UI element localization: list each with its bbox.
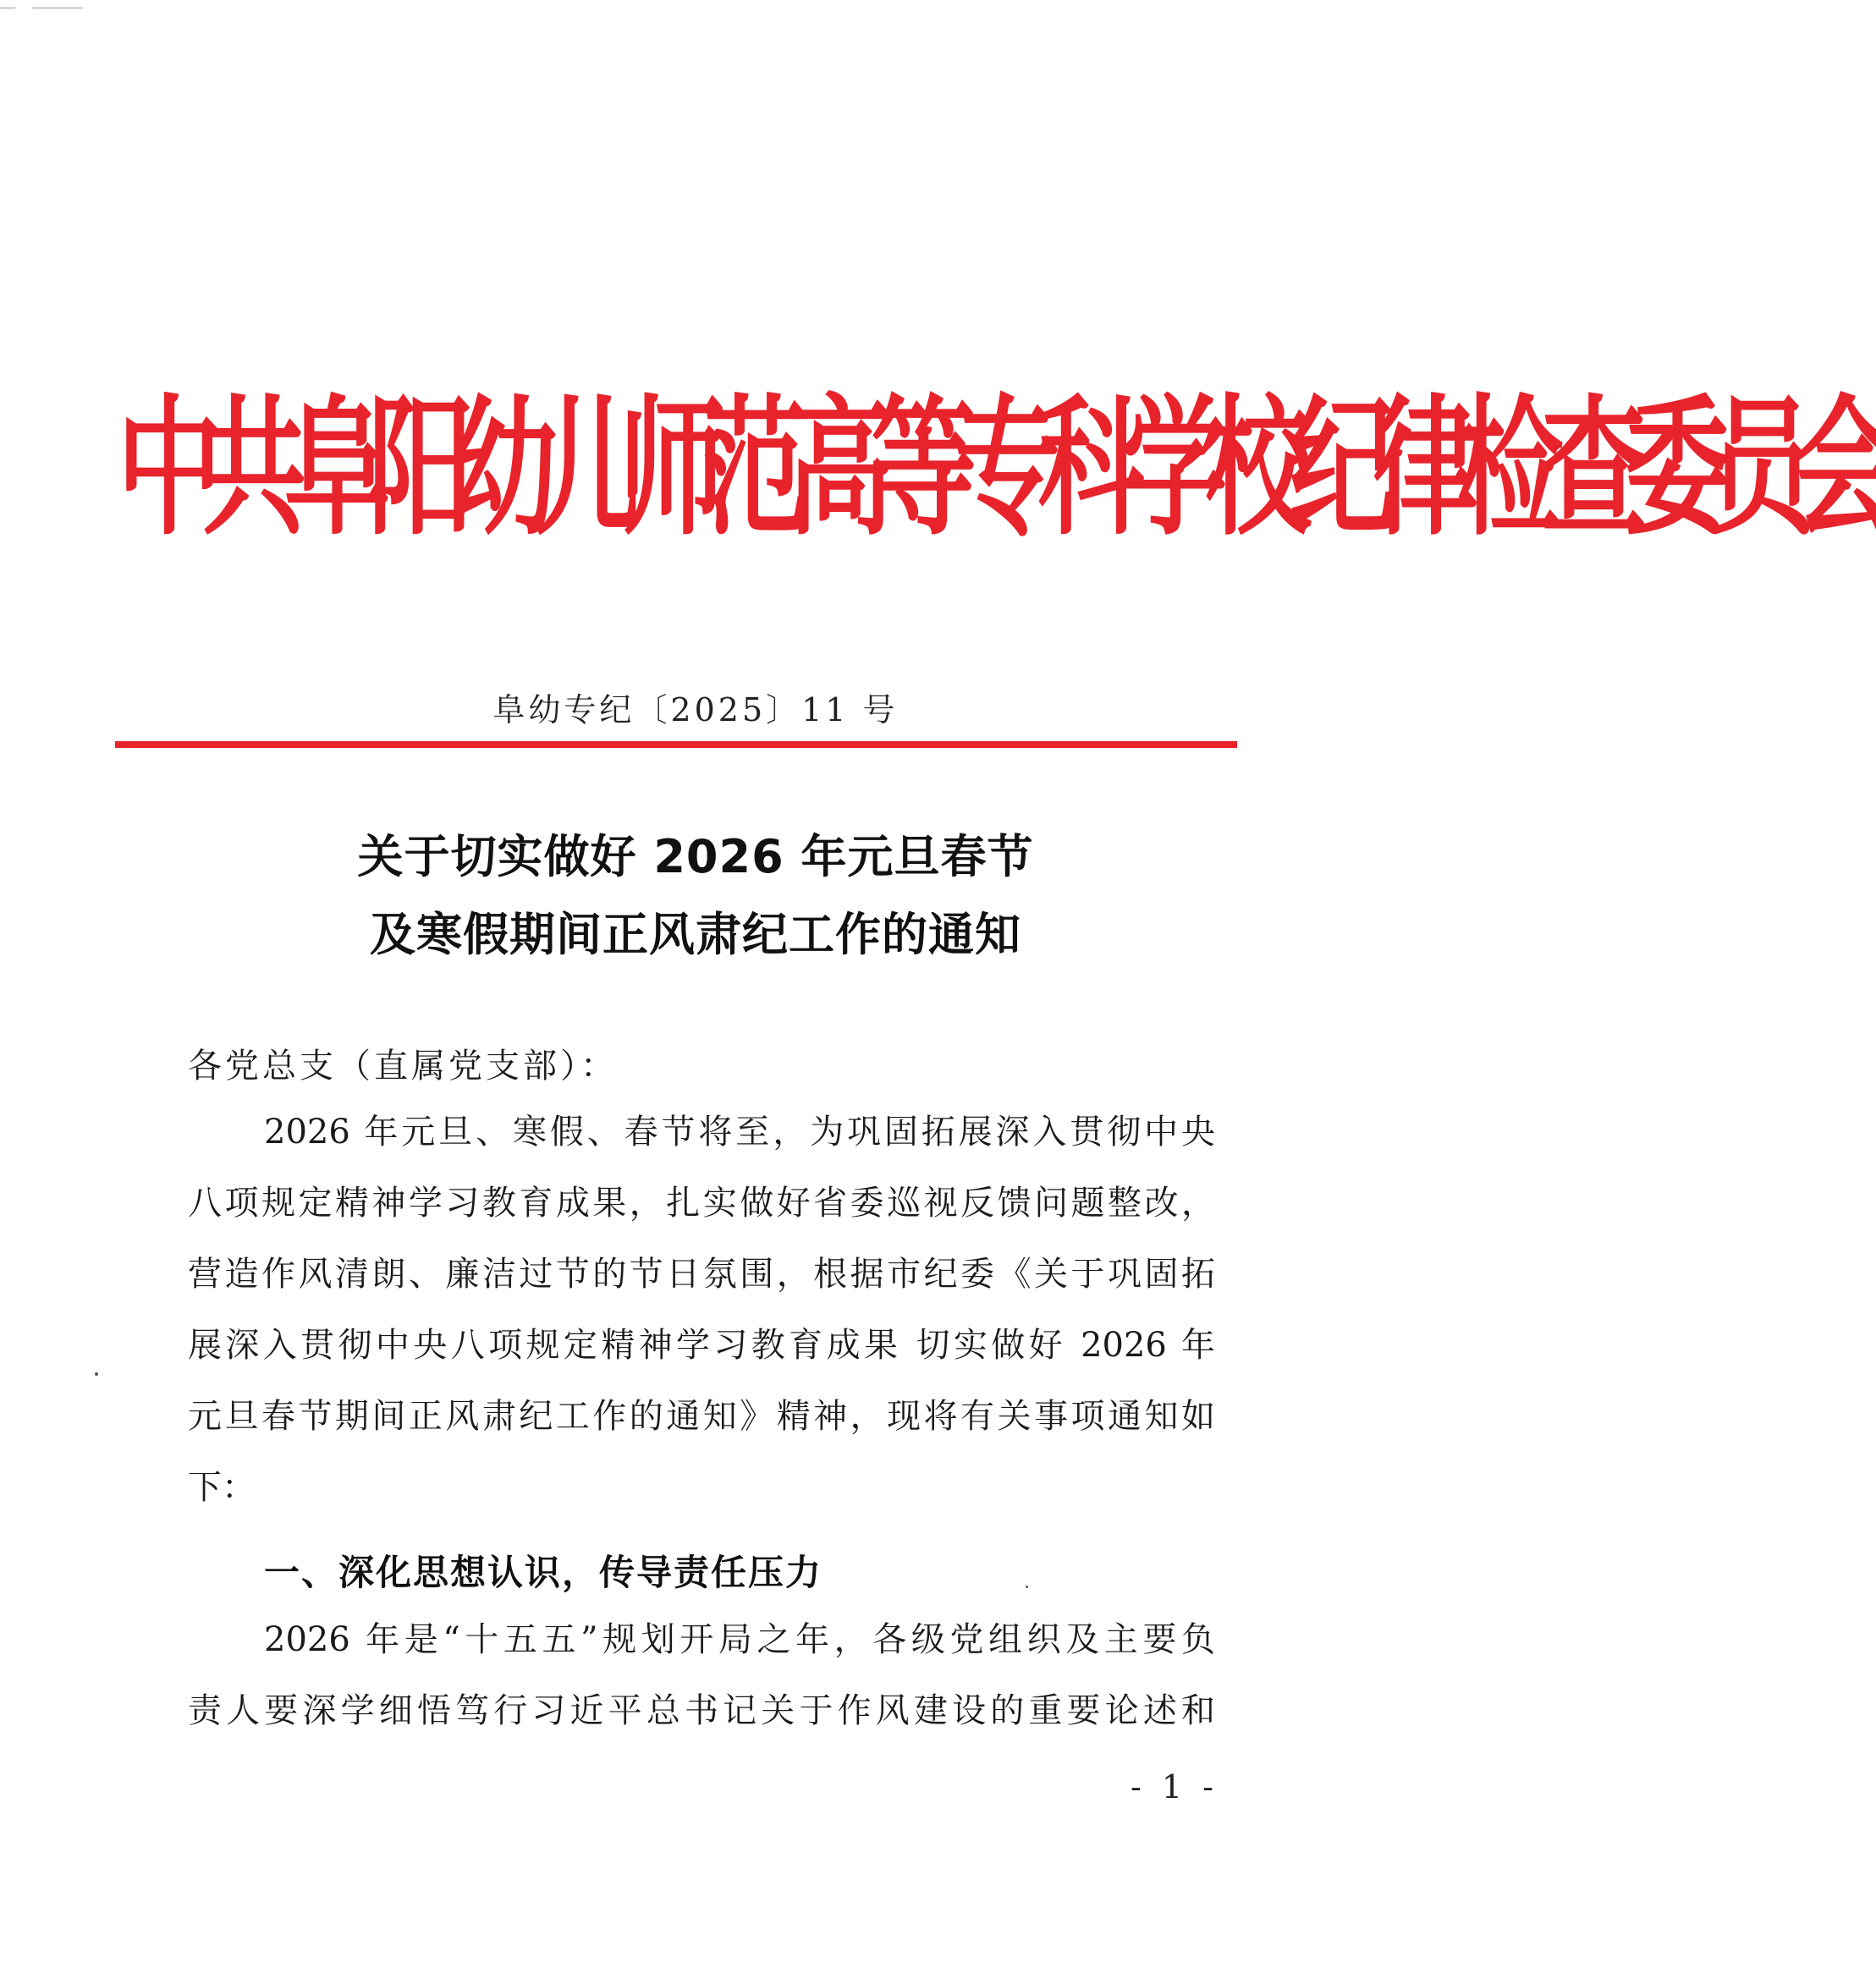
scan-artifact (32, 7, 83, 9)
section-heading: 一、深化思想认识，传导责任压力 (264, 1552, 823, 1593)
scan-artifact (0, 7, 15, 9)
document-number: 阜幼专纪〔2025〕11 号 (492, 691, 899, 728)
document-title-line-1: 关于切实做好 2026 年元旦春节 (357, 830, 1034, 883)
paragraph-line: 营造作风清朗、廉洁过节的节日氛围，根据市纪委《关于巩固拓 (188, 1255, 1215, 1294)
paragraph-line: 责人要深学细悟笃行习近平总书记关于作风建设的重要论述和 (188, 1691, 1215, 1730)
paragraph-line: 元旦春节期间正风肃纪工作的通知》精神，现将有关事项通知如 (188, 1397, 1215, 1436)
red-divider-line (115, 741, 1237, 748)
paragraph-line: 2026 年元旦、寒假、春节将至，为巩固拓展深入贯彻中央 (264, 1113, 1215, 1152)
paragraph-line: 八项规定精神学习教育成果，扎实做好省委巡视反馈问题整改， (188, 1184, 1215, 1223)
page-number: - 1 - (1131, 1768, 1219, 1806)
paragraph-line: 下： (188, 1468, 256, 1507)
paragraph-line: 展深入贯彻中央八项规定精神学习教育成果 切实做好 2026 年 (188, 1326, 1215, 1365)
scan-speck (95, 1372, 98, 1376)
document-title-line-2: 及寒假期间正风肃纪工作的通知 (370, 908, 1021, 961)
paragraph-line: 2026 年是“十五五”规划开局之年，各级党组织及主要负 (264, 1620, 1215, 1659)
scan-speck (1026, 1586, 1028, 1588)
salutation: 各党总支（直属党支部）： (188, 1047, 618, 1086)
issuing-organization-header: 中共阜阳幼儿师范高等专科学校纪律检查委员会 (117, 382, 1876, 557)
